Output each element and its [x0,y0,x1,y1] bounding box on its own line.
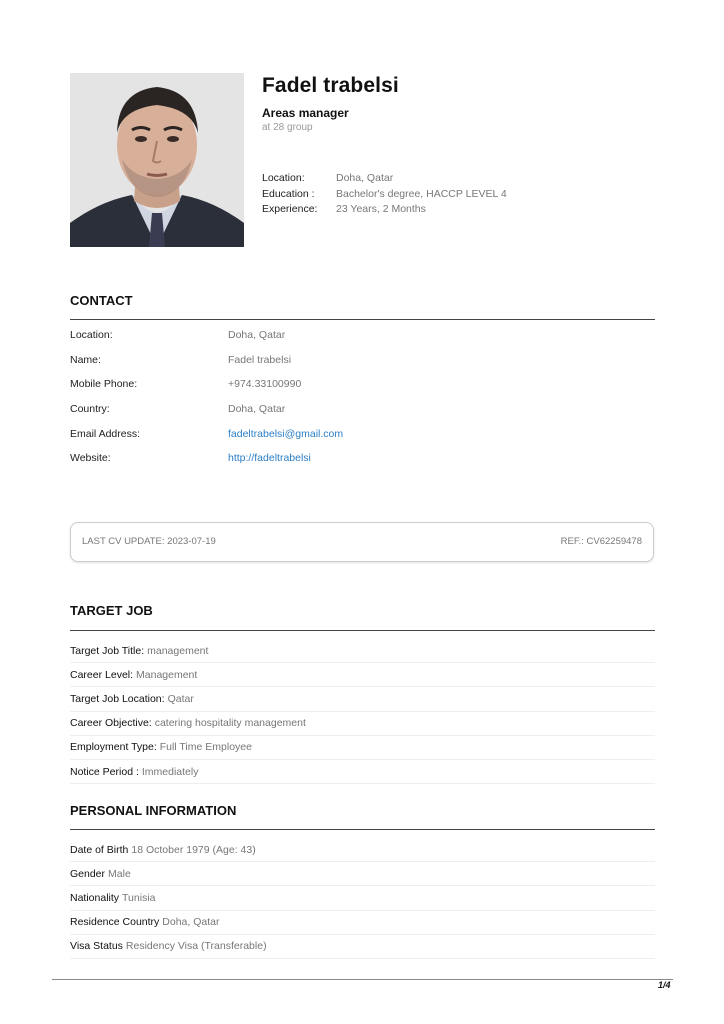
target-job-row [70,760,655,784]
target-job-value: catering hospitality management [154,717,306,730]
candidate-name: Fadel trabelsi [262,74,399,97]
fact-label: Experience: [262,203,318,215]
personal-info-value: 18 October 1979 (Age: 43) [131,843,256,856]
personal-info-value: Male [108,867,131,880]
contact-label: Website: [70,452,111,465]
contact-value: Fadel trabelsi [228,353,292,366]
contact-value: Doha, Qatar [228,403,286,416]
personal-info-value: Doha, Qatar [162,916,220,929]
personal-info-label: Residence Country [70,916,160,929]
target-job-row [70,736,655,760]
personal-info-row [70,935,655,959]
contact-divider [70,319,655,320]
email-link[interactable]: fadeltrabelsi@gmail.com [228,427,344,440]
fact-label: Education : [262,187,315,200]
summary-facts [262,172,507,219]
personal-info-value: Residency Visa (Transferable) [125,940,267,953]
target-job-list [70,639,655,784]
website-link[interactable]: http://fadeltrabelsi [228,452,311,465]
contact-heading: CONTACT [70,293,133,308]
target-job-label: Notice Period : [70,765,139,778]
personal-info-list [70,838,655,959]
personal-info-label: Nationality [70,891,120,904]
contact-row-country [70,397,655,422]
target-job-label: Employment Type: [70,741,157,754]
target-job-divider [70,630,655,631]
personal-info-label: Date of Birth [70,843,129,856]
target-job-value: Immediately [141,765,199,778]
target-job-label: Target Job Title: [70,644,145,657]
contact-row-name [70,348,655,373]
target-job-row [70,639,655,663]
fact-experience [262,203,507,219]
cv-update-box [70,522,654,562]
fact-location [262,172,507,188]
personal-info-heading: PERSONAL INFORMATION [70,803,237,818]
fact-education [262,188,507,204]
personal-info-row [70,911,655,935]
target-job-label: Career Level: [70,668,134,681]
target-job-heading: TARGET JOB [70,603,153,618]
personal-info-row [70,862,655,886]
contact-label: Country: [70,403,110,416]
last-update-text: LAST CV UPDATE: 2023-07-19 [82,536,216,547]
personal-info-row [70,886,655,910]
target-job-value: Qatar [167,692,194,705]
target-job-row [70,712,655,736]
candidate-company: at 28 group [262,122,313,133]
contact-row-email [70,421,655,446]
page-number: 1/4 [658,980,671,990]
target-job-label: Career Objective: [70,717,152,730]
target-job-row [70,663,655,687]
contact-row-website [70,446,655,471]
contact-value: +974.33100990 [228,378,302,391]
reference-text: REF.: CV62259478 [560,536,642,547]
fact-value: Bachelor's degree, HACCP LEVEL 4 [336,187,507,200]
target-job-label: Target Job Location: [70,692,165,705]
fact-label: Location: [262,172,305,184]
personal-info-value: Tunisia [122,891,156,904]
contact-label: Email Address: [70,427,141,440]
contact-label: Location: [70,329,113,342]
target-job-row [70,687,655,711]
contact-label: Mobile Phone: [70,378,138,391]
contact-value: Doha, Qatar [228,329,286,342]
contact-label: Name: [70,353,101,366]
candidate-position: Areas manager [262,106,349,120]
fact-value: Doha, Qatar [336,172,394,184]
personal-info-label: Gender [70,867,106,880]
profile-photo [70,73,244,247]
contact-table [70,323,655,471]
personal-info-label: Visa Status [70,940,123,953]
footer-divider [52,979,673,980]
contact-row-mobile [70,372,655,397]
personal-info-divider [70,829,655,830]
target-job-value: management [147,644,209,657]
personal-info-row [70,838,655,862]
fact-value: 23 Years, 2 Months [336,203,426,215]
contact-row-location [70,323,655,348]
target-job-value: Full Time Employee [159,741,252,754]
target-job-value: Management [136,668,198,681]
